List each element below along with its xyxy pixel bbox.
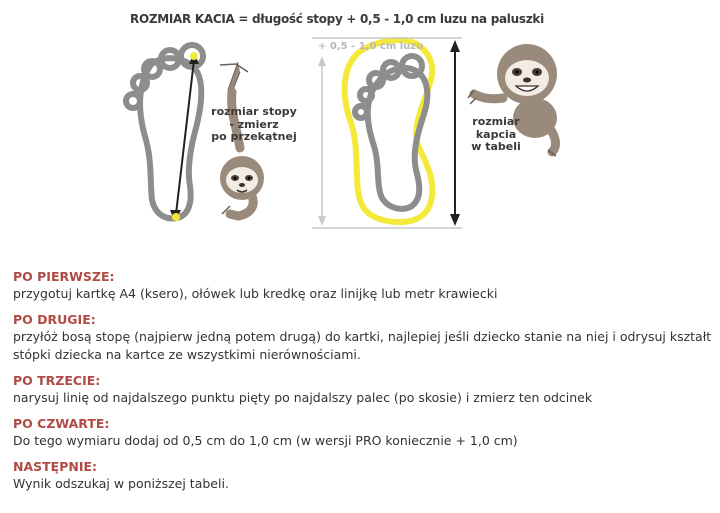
step-title: PO TRZECIE: (13, 373, 101, 388)
step-text: przyłóż bosą stopę (najpierw jedną potem drugą) do kartki, najlepiej jeśli dziecko stanie na niej i odrysuj kształt stópki dziecka na kartce ze wszystkimi nierównościami. (13, 329, 712, 362)
step-title: PO CZWARTE: (13, 416, 110, 431)
step-text: Wynik odszukaj w poniższej tabeli. (13, 476, 229, 491)
size-formula-headline: ROZMIAR KACIA = długość stopy + 0,5 - 1,0 cm luzu na paluszki (130, 12, 544, 26)
right-measure-line (450, 40, 460, 226)
step-text: Do tego wymiaru dodaj od 0,5 cm do 1,0 cm (w wersji PRO koniecznie + 1,0 cm) (13, 433, 518, 448)
annotation-line: kapcia (475, 127, 517, 141)
annotation-line: w tabeli (471, 140, 521, 154)
annotation-line: rozmiar stopy (211, 105, 297, 118)
step-3 (13, 372, 713, 407)
step-text: narysuj linię od najdalszego punktu pięty po najdalszy palec (po skosie) i zmierz ten odcinek (13, 390, 593, 405)
toe-gap-label: + 0,5 - 1,0 cm luzu (318, 41, 424, 52)
step-title: NASTĘPNIE: (13, 459, 98, 474)
step-text: przygotuj kartkę A4 (ksero), ołówek lub kredkę oraz linijkę lub metr krawiecki (13, 286, 498, 301)
step-1 (13, 268, 713, 303)
left-footprint (126, 45, 203, 218)
illustration-graphic (0, 0, 720, 250)
size-guide-illustration (0, 0, 720, 250)
step-title: PO DRUGIE: (13, 312, 96, 327)
step-2 (13, 311, 713, 364)
measurement-steps (13, 268, 713, 501)
annotation-line: rozmiar (472, 115, 520, 128)
step-5 (13, 458, 713, 493)
annotation-line: po przekątnej (211, 130, 297, 144)
step-4 (13, 415, 713, 450)
foot-size-annotation (208, 106, 300, 144)
step-title: PO PIERWSZE: (13, 269, 115, 284)
right-footprint (345, 40, 433, 222)
annotation-line: - zmierz (229, 117, 279, 131)
slipper-size-annotation (466, 116, 526, 154)
